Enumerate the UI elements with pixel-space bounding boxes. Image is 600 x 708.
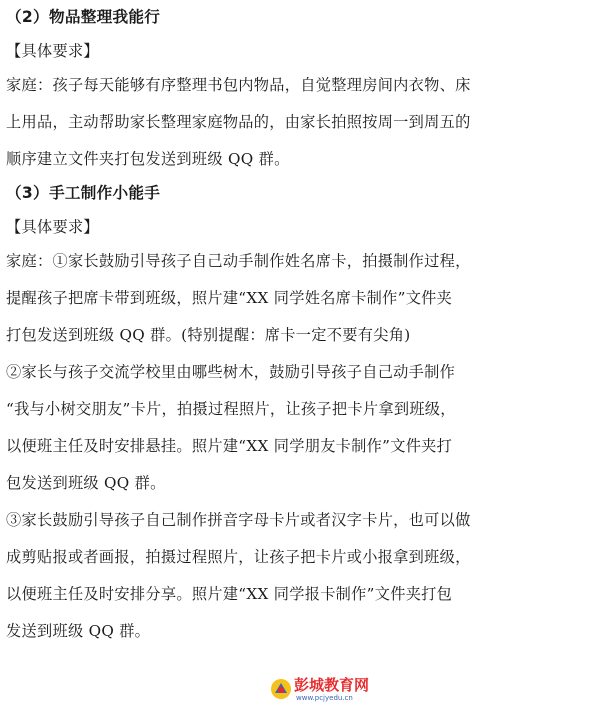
section-2-line-3: 顺序建立文件夹打包发送到班级 QQ 群。 bbox=[6, 150, 290, 168]
section-3-line-10: 以便班主任及时安排分享。照片建“XX 同学报卡制作”文件夹打包 bbox=[6, 585, 453, 603]
section-2-title: （2）物品整理我能行 bbox=[6, 8, 161, 26]
watermark-logo-icon bbox=[270, 678, 292, 700]
section-3-line-6: 以便班主任及时安排悬挂。照片建“XX 同学朋友卡制作”文件夹打 bbox=[6, 437, 453, 455]
section-2-line-1: 家庭：孩子每天能够有序整理书包内物品，自觉整理房间内衣物、床 bbox=[6, 76, 471, 94]
section-3-line-8: ③家长鼓励引导孩子自己制作拼音字母卡片或者汉字卡片，也可以做 bbox=[6, 511, 471, 529]
section-3-line-3: 打包发送到班级 QQ 群。(特别提醒：席卡一定不要有尖角) bbox=[6, 326, 411, 344]
section-3-line-7: 包发送到班级 QQ 群。 bbox=[6, 474, 166, 492]
section-3-line-5: “我与小树交朋友”卡片，拍摄过程照片，让孩子把卡片拿到班级， bbox=[6, 400, 456, 418]
section-3-line-1: 家庭：①家长鼓励引导孩子自己动手制作姓名席卡，拍摄制作过程， bbox=[6, 252, 471, 270]
section-3-line-9: 成剪贴报或者画报，拍摄过程照片，让孩子把卡片或小报拿到班级， bbox=[6, 548, 471, 566]
section-3-requirements-header: 【具体要求】 bbox=[6, 218, 99, 236]
section-3-title: （3）手工制作小能手 bbox=[6, 184, 161, 202]
section-3-line-4: ②家长与孩子交流学校里由哪些树木，鼓励引导孩子自己动手制作 bbox=[6, 363, 456, 381]
watermark-url: www.pcjyedu.cn bbox=[296, 694, 353, 702]
section-2-requirements-header: 【具体要求】 bbox=[6, 42, 99, 60]
section-3-line-11: 发送到班级 QQ 群。 bbox=[6, 622, 151, 640]
watermark-title: 彭城教育网 bbox=[294, 676, 370, 694]
site-watermark bbox=[270, 676, 370, 706]
section-3-line-2: 提醒孩子把席卡带到班级，照片建“XX 同学姓名席卡制作”文件夹 bbox=[6, 289, 453, 307]
section-2-line-2: 上用品，主动帮助家长整理家庭物品的，由家长拍照按周一到周五的 bbox=[6, 113, 471, 131]
